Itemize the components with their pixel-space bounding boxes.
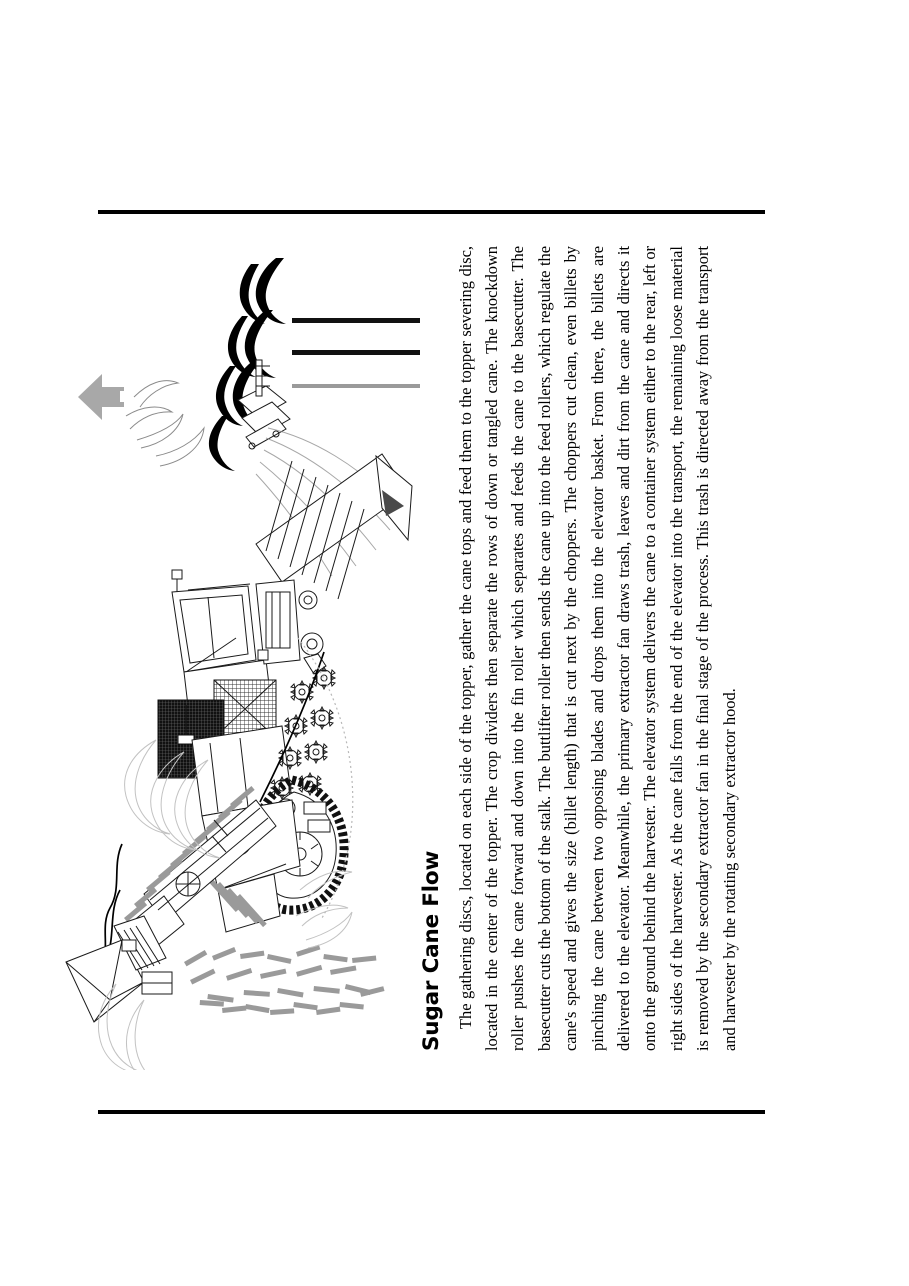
elevator-upper bbox=[256, 454, 412, 599]
discharge-streaks bbox=[292, 318, 420, 388]
footer-rule bbox=[98, 1110, 765, 1114]
body-paragraph: The gathering discs, located on each side of the topper, gather the cane tops and feed them to the topper severing disc, located in the center of the topper. The crop dividers then separate the rows of down or tangled cane. The knockdown roller pushes the cane forward and down into the fin roller which separates and feeds the cane to the basecutter. The basecutter cuts the bottom of the stalk. The buttlifter roller then sends the cane up into the feed rollers, which regulate the cane's speed and gives the size (billet length) that is cut next by the choppers. The choppers cut clean, even billets by pinching the cane between two opposing blades and drops them into the elevator basket. From there, the billets are delivered to the elevator. Meanwhile, the primary extractor fan draws trash, leaves and dirt from the cane and directs it onto the ground behind the harvester. The elevator system delivers the cane to a container system either to the rear, left or right sides of the harvester. As the cane falls from the end of the elevator into the transport, the remaining loose material is removed by the secondary extractor fan in the final stage of the process. This trash is directed away from the transport and harvester by the rotating secondary extractor hood. bbox=[455, 246, 739, 1051]
header-rule bbox=[98, 210, 765, 214]
operator-cab bbox=[172, 570, 256, 672]
billet-stream bbox=[184, 945, 384, 1015]
rotated-text-column bbox=[419, 246, 739, 1051]
air-swirl bbox=[126, 381, 204, 466]
harvester-figure bbox=[60, 240, 420, 1070]
direction-arrow-icon bbox=[78, 374, 128, 420]
page-title: Sugar Cane Flow bbox=[419, 850, 444, 1051]
